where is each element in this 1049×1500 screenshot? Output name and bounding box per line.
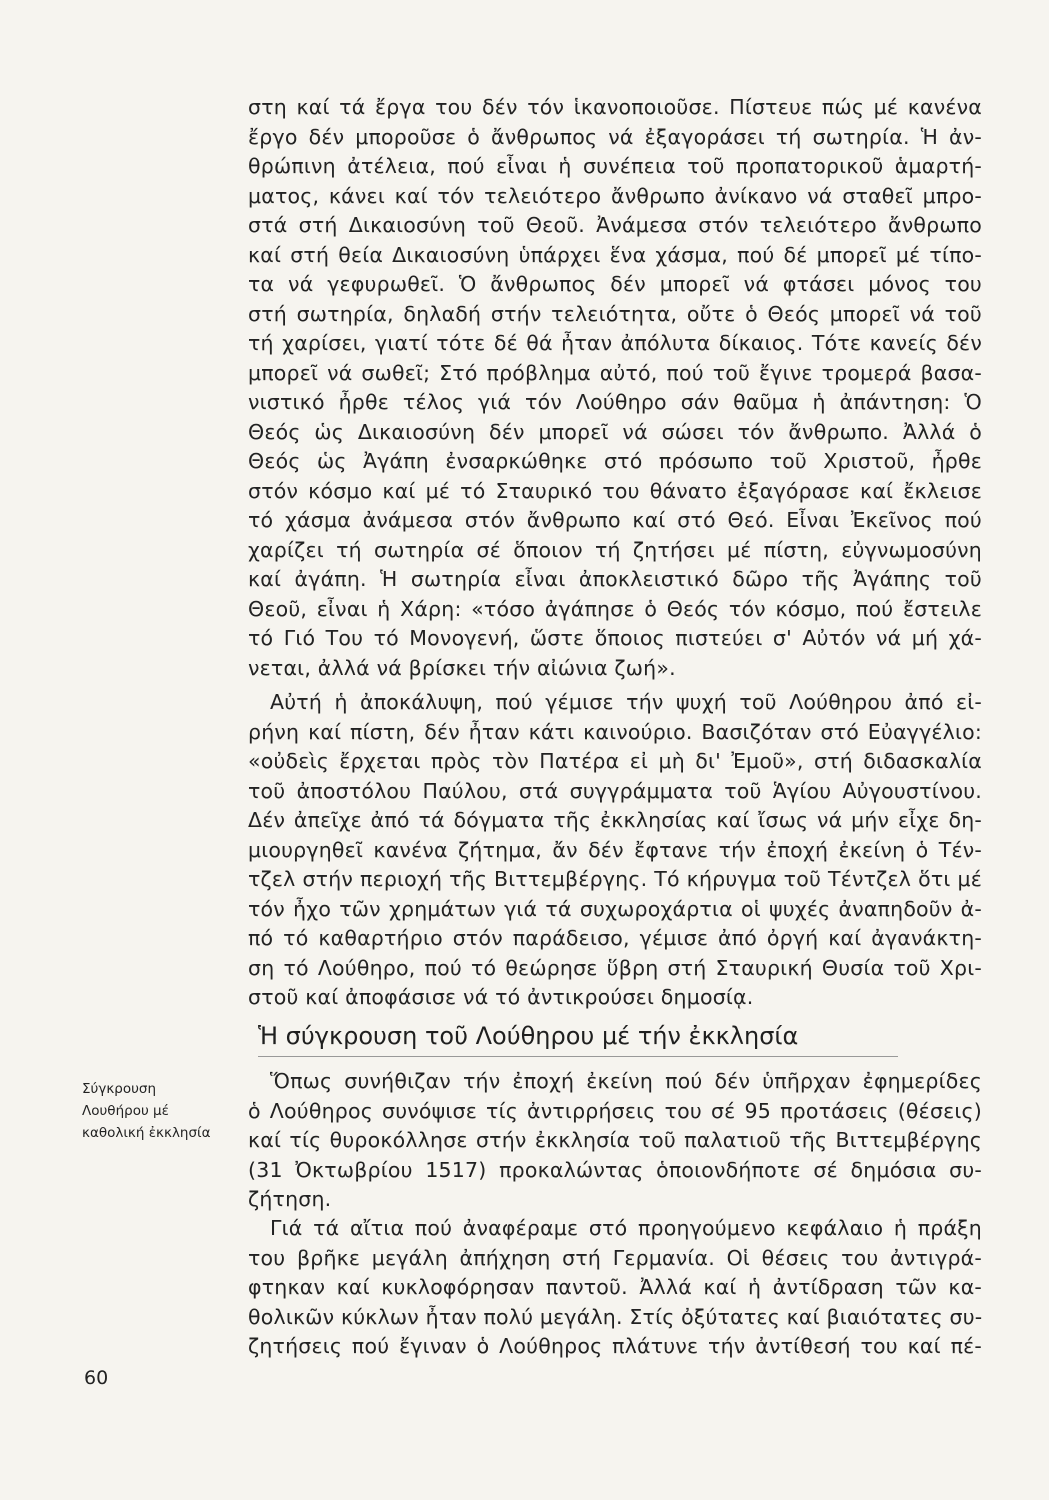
text-line: Δέν ἀπεῖχε ἀπό τά δόγματα τῆς ἐκκλησίας καί ἴσως νά μήν εἶχε δη- xyxy=(248,808,982,832)
paragraph-1 xyxy=(248,93,982,683)
text-line: τα νά γεφυρωθεῖ. Ὁ ἄνθρωπος δέν μπορεῖ νά φτάσει μόνος του xyxy=(248,272,982,296)
text-line: Θεός ὡς Ἀγάπη ἐνσαρκώθηκε στό πρόσωπο τοῦ Χριστοῦ, ἦρθε xyxy=(248,449,982,473)
text-line: στη καί τά ἔργα του δέν τόν ἱκανοποιοῦσε. Πίστευε πώς μέ κανένα xyxy=(248,95,982,119)
text-line: τοῦ ἀποστόλου Παύλου, στά συγγράμματα τοῦ Ἁγίου Αὐγουστίνου. xyxy=(248,778,982,803)
text-line: τόν ἦχο τῶν χρημάτων γιά τά συχωροχάρτια οἱ ψυχές ἀναπηδοῦν ἀ- xyxy=(248,896,982,921)
page-number: 60 xyxy=(84,1367,109,1389)
text-line: Γιά τά αἴτια πού ἀναφέραμε στό προηγούμενο κεφάλαιο ἡ πράξη xyxy=(270,1216,982,1240)
text-line: νιστικό ἦρθε τέλος γιά τόν Λούθηρο σάν θαῦμα ἡ ἀπάντηση: Ὁ xyxy=(248,390,982,414)
text-line: καί ἀγάπη. Ἡ σωτηρία εἶναι ἀποκλειστικό δῶρο τῆς Ἀγάπης τοῦ xyxy=(248,567,982,591)
text-line: ζητήσεις πού ἔγιναν ὁ Λούθηρος πλάτυνε τήν ἀντίθεσή του καί πέ- xyxy=(248,1334,982,1358)
text-line: θρώπινη ἀτέλεια, πού εἶναι ἡ συνέπεια τοῦ προπατορικοῦ ἁμαρτή- xyxy=(248,154,982,178)
text-line: ὁ Λούθηρος συνόψισε τίς ἀντιρρήσεις του σέ 95 προτάσεις (θέσεις) xyxy=(248,1098,982,1123)
text-line: πό τό καθαρτήριο στόν παράδεισο, γέμισε ἀπό ὀργή καί ἀγανάκτη- xyxy=(248,926,982,950)
text-line: του βρῆκε μεγάλη ἀπήχηση στή Γερμανία. Οἱ θέσεις του ἀντιγρά- xyxy=(248,1245,982,1270)
text-line: τό χάσμα ἀνάμεσα στόν ἄνθρωπο καί στό Θεό. Εἶναι Ἐκεῖνος πού xyxy=(248,508,982,532)
text-line: χαρίζει τή σωτηρία σέ ὅποιον τή ζητήσει μέ πίστη, εὐγνωμοσύνη xyxy=(248,537,982,562)
text-line: ση τό Λούθηρο, πού τό θεώρησε ὕβρη στή Σταυρική Θυσία τοῦ Χρι- xyxy=(248,955,982,980)
text-line: ζήτηση. xyxy=(248,1187,332,1211)
margin-note-line: Λουθήρου μέ xyxy=(82,1103,169,1119)
text-line: Αὐτή ἡ ἀποκάλυψη, πού γέμισε τήν ψυχή τοῦ Λούθηρου ἀπό εἰ- xyxy=(270,690,982,714)
text-line: τό Γιό Του τό Μονογενή, ὥστε ὅποιος πιστεύει σ' Αὐτόν νά μή χά- xyxy=(248,626,982,650)
text-line: Θεοῦ, εἶναι ἡ Χάρη: «τόσο ἀγάπησε ὁ Θεός τόν κόσμο, πού ἔστειλε xyxy=(248,596,982,621)
text-line: τζελ στήν περιοχή τῆς Βιττεμβέργης. Τό κήρυγμα τοῦ Τέντζελ ὅτι μέ xyxy=(248,867,982,891)
text-line: Θεός ὡς Δικαιοσύνη δέν μπορεῖ νά σώσει τόν ἄνθρωπο. Ἀλλά ὁ xyxy=(248,419,982,444)
text-line: τή χαρίσει, γιατί τότε δέ θά ἦταν ἀπόλυτα δίκαιος. Τότε κανείς δέν xyxy=(248,331,982,355)
text-line: καί στή θεία Δικαιοσύνη ὑπάρχει ἕνα χάσμα, πού δέ μπορεῖ μέ τίπο- xyxy=(248,242,982,267)
paragraph-3 xyxy=(248,1067,982,1215)
heading-underline xyxy=(258,1056,898,1057)
text-line: ρήνη καί πίστη, δέν ἦταν κάτι καινούριο. Βασιζόταν στό Εὐαγγέλιο: xyxy=(248,719,982,744)
text-line: ματος, κάνει καί τόν τελειότερο ἄνθρωπο ἀνίκανο νά σταθεῖ μπρο- xyxy=(248,183,982,208)
paragraph-2 xyxy=(248,688,982,1013)
text-line: θολικῶν κύκλων ἦταν πολύ μεγάλη. Στίς ὀξύτατες καί βιαιότατες συ- xyxy=(248,1304,982,1329)
text-line: μπορεῖ νά σωθεῖ; Στό πρόβλημα αὐτό, πού τοῦ ἔγινε τρομερά βασα- xyxy=(248,360,982,385)
margin-note-line: καθολική ἐκκλησία xyxy=(82,1125,211,1141)
text-line: μιουργηθεῖ κανένα ζήτημα, ἄν δέν ἔφτανε τήν ἐποχή ἐκείνη ὁ Τέν- xyxy=(248,837,982,862)
text-line: στά στή Δικαιοσύνη τοῦ Θεοῦ. Ἀνάμεσα στόν τελειότερο ἄνθρωπο xyxy=(248,213,982,237)
text-line: στοῦ καί ἀποφάσισε νά τό ἀντικρούσει δημοσίᾳ. xyxy=(248,985,754,1009)
text-line: καί τίς θυροκόλλησε στήν ἐκκλησία τοῦ παλατιοῦ τῆς Βιττεμβέργης xyxy=(248,1128,982,1152)
paragraph-4 xyxy=(248,1214,982,1362)
text-line: στή σωτηρία, δηλαδή στήν τελειότητα, οὔτε ὁ Θεός μπορεῖ νά τοῦ xyxy=(248,301,982,326)
text-line: (31 Ὀκτωβρίου 1517) προκαλώντας ὁποιονδήποτε σέ δημόσια συ- xyxy=(248,1157,982,1182)
margin-note-line: Σύγκρουση xyxy=(82,1081,157,1097)
text-line: φτηκαν καί κυκλοφόρησαν παντοῦ. Ἀλλά καί ἡ ἀντίδραση τῶν κα- xyxy=(248,1275,982,1299)
text-line: Ὅπως συνήθιζαν τήν ἐποχή ἐκείνη πού δέν ὑπῆρχαν ἐφημερίδες xyxy=(270,1069,982,1093)
text-line: ἔργο δέν μποροῦσε ὁ ἄνθρωπος νά ἐξαγοράσει τή σωτηρία. Ἡ ἀν- xyxy=(248,124,982,149)
text-line: νεται, ἀλλά νά βρίσκει τήν αἰώνια ζωή». xyxy=(248,655,676,680)
margin-note xyxy=(82,1078,232,1144)
text-line: στόν κόσμο καί μέ τό Σταυρικό του θάνατο ἐξαγόρασε καί ἔκλεισε xyxy=(248,478,982,503)
section-heading: Ἡ σύγκρουση τοῦ Λούθηρου μέ τήν ἐκκλησία xyxy=(258,1022,799,1050)
text-line: «οὐδεὶς ἔρχεται πρὸς τὸν Πατέρα εἰ μὴ δι' Ἐμοῦ», στή διδασκαλία xyxy=(248,749,982,773)
